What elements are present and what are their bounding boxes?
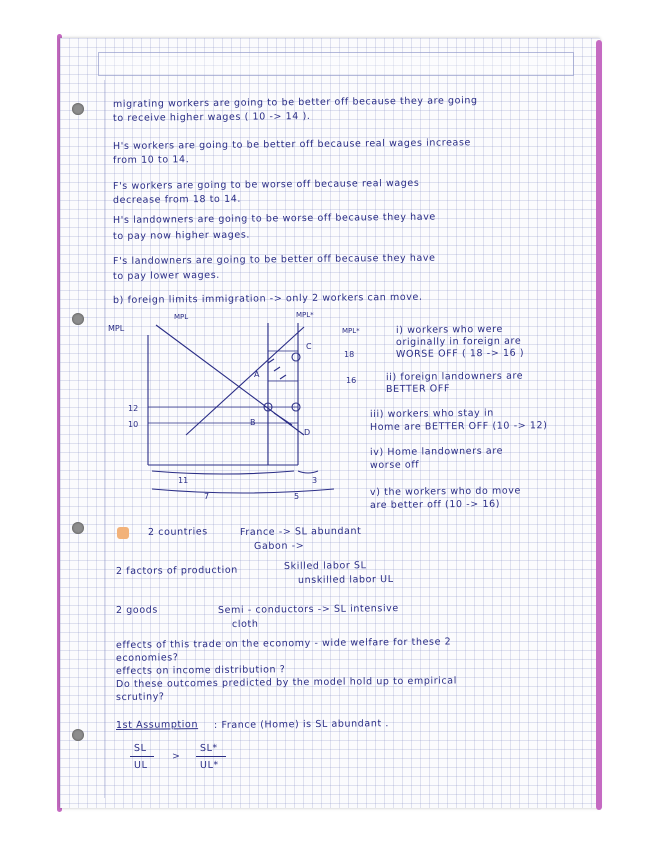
- label-10: 10: [128, 420, 139, 429]
- goods-label: 2 goods: [115, 604, 158, 616]
- fraction-right-numerator: SL*: [199, 742, 218, 754]
- label-mpl-star-top: MPL*: [296, 311, 314, 319]
- effect-line: originally in foreign are: [395, 335, 522, 348]
- effect-line: iv) Home landowners are: [369, 445, 504, 458]
- label-mpl-left: MPL: [108, 324, 125, 333]
- note-line: to pay now higher wages.: [112, 229, 251, 242]
- label-7: 7: [204, 492, 210, 501]
- note-line: migrating workers are going to be better off because they are going: [112, 95, 478, 110]
- question-line: effects on income distribution ?: [115, 664, 286, 677]
- label-16: 16: [346, 376, 357, 385]
- label-mpl-top: MPL: [174, 313, 189, 321]
- factors-label: 2 factors of production: [115, 564, 238, 577]
- countries-label: 2 countries: [147, 526, 208, 538]
- note-line: to receive higher wages ( 10 -> 14 ).: [112, 110, 311, 124]
- label-3: 3: [312, 476, 318, 485]
- margin-line: [104, 80, 105, 798]
- comparison-sign: >: [171, 750, 181, 762]
- effect-line: iii) workers who stay in: [369, 407, 494, 420]
- brace-foreign: [298, 471, 318, 473]
- label-point-c: C: [306, 342, 312, 351]
- label-point-d: D: [304, 428, 311, 437]
- effect-line: i) workers who were: [395, 323, 503, 336]
- fraction-left-bar: [130, 756, 154, 757]
- effect-line: worse off: [369, 459, 420, 471]
- part-b-heading: b) foreign limits immigration -> only 2 workers can move.: [112, 291, 423, 306]
- note-line: to pay lower wages.: [112, 269, 220, 282]
- brace-home: [152, 471, 294, 474]
- fraction-right-denominator: UL*: [199, 759, 219, 771]
- note-line: H's workers are going to be better off because real wages increase: [112, 137, 471, 152]
- label-5: 5: [294, 492, 300, 501]
- question-line: Do these outcomes predicted by the model hold up to empirical: [115, 675, 457, 690]
- factors-skilled: Skilled labor SL: [283, 560, 367, 572]
- note-line: decrease from 18 to 14.: [112, 193, 242, 206]
- assumption-label: 1st Assumption: [115, 719, 199, 731]
- note-line: from 10 to 14.: [112, 154, 190, 166]
- question-line: scrutiny?: [115, 691, 165, 703]
- label-12: 12: [128, 404, 139, 413]
- page-header-box: [98, 52, 574, 76]
- effect-line: Home are BETTER OFF (10 -> 12): [369, 420, 548, 433]
- note-line: H's landowners are going to be worse off because they have: [112, 211, 436, 226]
- question-line: effects of this trade on the economy - wide welfare for these 2: [115, 636, 452, 651]
- effect-line: v) the workers who do move: [369, 485, 522, 498]
- binder-edge-right: [596, 40, 602, 810]
- brace-total: [152, 489, 334, 493]
- goods-cloth: cloth: [231, 618, 259, 630]
- point-c: [292, 353, 300, 361]
- label-11: 11: [178, 476, 189, 485]
- fraction-left-denominator: UL: [133, 759, 148, 771]
- note-line: F's workers are going to be worse off because real wages: [112, 177, 420, 192]
- label-point-a: A: [254, 370, 260, 379]
- note-line: F's landowners are going to be better off because they have: [112, 252, 436, 267]
- label-point-b: B: [250, 418, 256, 427]
- arrows-upper: [268, 359, 286, 379]
- highlight-bullet: [117, 527, 129, 539]
- labor-market-graph: [108, 305, 368, 515]
- factors-unskilled: unskilled labor UL: [297, 573, 394, 586]
- countries-france: France -> SL abundant: [239, 525, 362, 538]
- fraction-left-numerator: SL: [133, 742, 147, 754]
- fraction-right-bar: [196, 756, 226, 757]
- countries-gabon: Gabon ->: [253, 540, 305, 552]
- label-mpl-star-right: MPL*: [342, 327, 360, 335]
- assumption-text: : France (Home) is SL abundant .: [213, 718, 390, 731]
- effect-line: ii) foreign landowners are: [385, 370, 524, 383]
- punch-hole: [72, 313, 84, 325]
- punch-hole: [72, 103, 84, 115]
- punch-hole: [72, 729, 84, 741]
- effect-line: WORSE OFF ( 18 -> 16 ): [395, 347, 525, 360]
- effect-line: BETTER OFF: [385, 383, 451, 395]
- question-line: economies?: [115, 652, 179, 664]
- punch-hole: [72, 522, 84, 534]
- effect-line: are better off (10 -> 16): [369, 498, 501, 511]
- label-18: 18: [344, 350, 355, 359]
- goods-semi: Semi - conductors -> SL intensive: [217, 603, 399, 616]
